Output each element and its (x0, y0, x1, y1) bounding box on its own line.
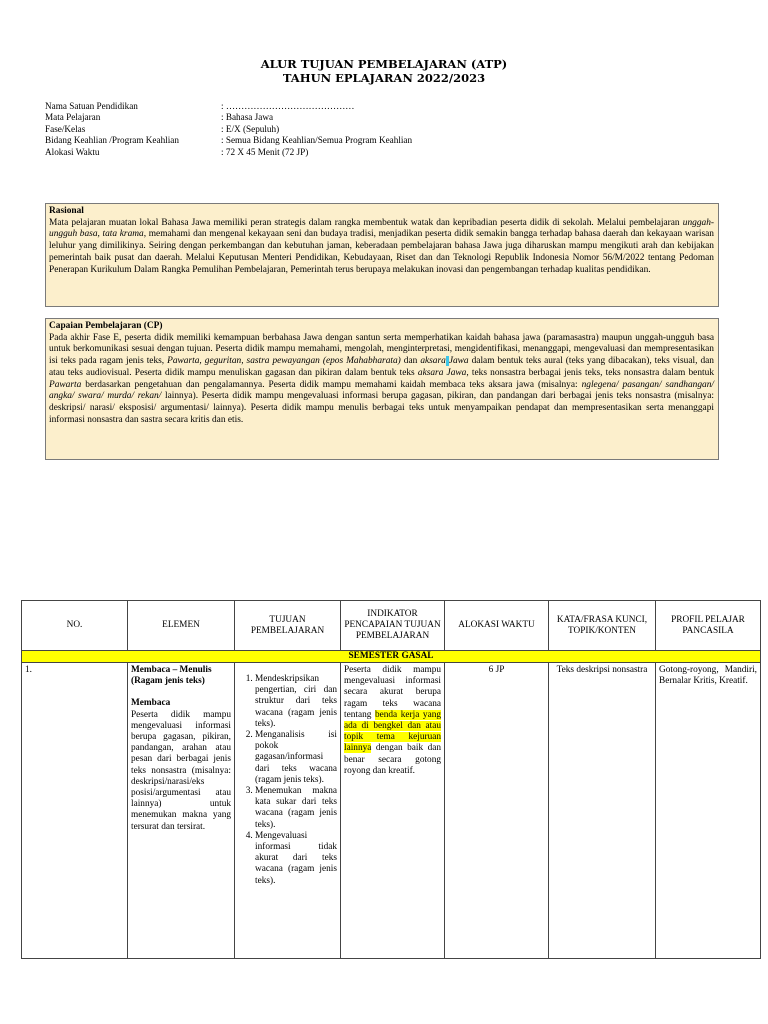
cell-alokasi: 6 JP (445, 663, 549, 959)
info-label: Alokasi Waktu (45, 146, 100, 157)
identity-block (45, 101, 725, 158)
info-value: : 72 X 45 Menit (72 JP) (221, 146, 309, 157)
info-row-fase (45, 124, 725, 135)
semester-label: SEMESTER GASAL (22, 651, 761, 663)
cell-indikator: Peserta didik mampu mengevaluasi informasi secara akurat berupa ragam teks wacana tentang benda kerja yang ada di bengkel dan atau topik tema kejuruan lainnya dengan baik dan benar secara gotong royong dan kreatif. (341, 663, 445, 959)
header-elemen: ELEMEN (128, 601, 235, 651)
list-item: 4. Mengevaluasi informasi tidak akurat dari teks wacana (ragam jenis teks). (255, 831, 337, 887)
elemen-title: Membaca – Menulis (Ragam jenis teks) (131, 665, 212, 687)
cell-no: 1. (22, 663, 128, 959)
cell-profil: Gotong-royong, Mandiri, Bernalar Kritis, Kreatif. (656, 663, 761, 959)
cell-elemen (128, 663, 235, 959)
info-row-satuan (45, 101, 725, 112)
header-profil: PROFIL PELAJAR PANCASILA (656, 601, 761, 651)
info-value: : …………………………………… (221, 101, 355, 111)
rasional-text: Mata pelajaran muatan lokal Bahasa Jawa memiliki peran strategis dalam rangka membentuk watak dan kepribadian peserta didik di sekolah. Melalui pembelajaran unggah-ungguh basa, tata krama, memahami dan mengenal kekayaan seni dan budaya tradisi, menjadikan peserta didik semakin bangga terhadap bahasa daerah dan kekayaan warisan leluhur yang dimilikinya. Seiring dengan perkembangan dan kebutuhan jaman, keberadaan pembelajaran bahasa Jawa juga diharuskan mampu mengikuti arah dan kebijakan pemerintah baik pusat dan daerah. Melalui Keputusan Menteri Pendidikan, Kebudayaan, Riset dan dan Teknologi Republik Indonesia Nomor 56/M/2022 tentang Pedoman Penerapan Kurikulum Dalam Rangka Pemulihan Pembelajaran, Pemerintah terus berupaya melakukan inovasi dan pengembangan terhadap kualitas pendidikan. (49, 217, 714, 275)
table-row (22, 663, 761, 959)
info-label: Fase/Kelas (45, 123, 86, 134)
info-label: Bidang Keahlian /Program Keahlian (45, 135, 179, 146)
elemen-text: Peserta didik mampu mengevaluasi informasi berupa gagasan, pikiran, pandangan, arahan atau pesan dari berbagai jenis teks nonsastra (misalnya: deskripsi/narasi/eks posisi/argumentasi atau lainnya) untuk menemukan makna yang tersurat dan tersirat. (131, 709, 231, 832)
list-item: 2. Menganalisis isi pokok gagasan/informasi dari teks wacana (ragam jenis teks). (255, 730, 337, 786)
header-indikator: INDIKATOR PENCAPAIAN TUJUAN PEMBELAJARAN (341, 601, 445, 651)
tujuan-list (238, 674, 337, 887)
rasional-heading: Rasional (49, 206, 84, 216)
document-subtitle: TAHUN EPLAJARAN 2022/2023 (282, 71, 486, 85)
info-value: : Bahasa Jawa (221, 112, 274, 123)
info-row-bidang (45, 135, 725, 146)
cell-kata-kunci: Teks deskripsi nonsastra (549, 663, 656, 959)
capaian-pembelajaran-box (45, 318, 719, 460)
document-title: ALUR TUJUAN PEMBELAJARAN (ATP) (260, 57, 508, 71)
header-tujuan: TUJUAN PEMBELAJARAN (235, 601, 341, 651)
atp-table (21, 600, 761, 959)
cp-heading: Capaian Pembelajaran (CP) (49, 321, 163, 331)
info-row-mapel (45, 112, 725, 123)
table-header-row (22, 601, 761, 651)
cp-text: Pada akhir Fase E, peserta didik memiliki kemampuan berbahasa Jawa dengan santun serta memperhatikan kaidah bahasa jawa (paramasastra) maupun unggah-ungguh basa untuk berkomunikasi sesuai dengan tujuan. Peserta didik mampu memahami, mengolah, menginterpretasi, mengidentifikasi, menanggapi, mengevaluasi dan mempresentasikan isi teks pada ragam jenis teks, Pawarta, geguritan, sastra pewayangan (epos Mahabharata) dan aksara Jawa dalam bentuk teks aural (teks yang dibacakan), teks visual, dan atau teks audiovisual. Peserta didik mampu menuliskan gagasan dan pikiran dalam bentuk teks aksara Jawa, teks nonsastra berbagai jenis teks, teks nonsastra dalam bentuk Pawarta berdasarkan pengetahuan dan pengalamannya. Peserta didik mampu memahami kaidah membaca teks aksara jawa (misalnya: nglegena/ pasangan/ sandhangan/ angka/ swara/ murda/ rekan/ lainnya). Peserta didik mampu mengevaluasi informasi berupa gagasan, pikiran, dan pandangan dari berbagai jenis teks nonsastra (misalnya: deskripsi/ narasi/ eksposisi/ argumentasi/ lainnya). Peserta didik mampu menulis berbagai teks untuk menyampaikan pendapat dan mempresentasikan serta menanggapi informasi nonsastra dan sastra secara kritis dan etis. (49, 332, 715, 425)
info-label: Nama Satuan Pendidikan (45, 101, 138, 111)
info-row-alokasi (45, 147, 725, 158)
list-item: 1. Mendeskripsikan pengertian, ciri dan struktur dari teks wacana (ragam jenis teks). (255, 674, 337, 730)
rasional-box (45, 203, 719, 307)
cell-tujuan (235, 663, 341, 959)
list-item: 3. Menemukan makna kata sukar dari teks wacana (ragam jenis teks). (255, 786, 337, 831)
info-label: Mata Pelajaran (45, 112, 101, 123)
elemen-subtitle: Membaca (131, 698, 171, 709)
info-value: : E/X (Sepuluh) (221, 123, 280, 134)
header-no: NO. (22, 601, 128, 651)
header-alokasi: ALOKASI WAKTU (445, 601, 549, 651)
info-value: : Semua Bidang Keahlian/Semua Program Keahlian (221, 135, 413, 146)
highlighted-text: benda kerja yang ada di bengkel dan atau topik tema kejuruan lainnya (344, 709, 441, 754)
semester-row (22, 651, 761, 663)
header-kata-kunci: KATA/FRASA KUNCI, TOPIK/KONTEN (549, 601, 656, 651)
